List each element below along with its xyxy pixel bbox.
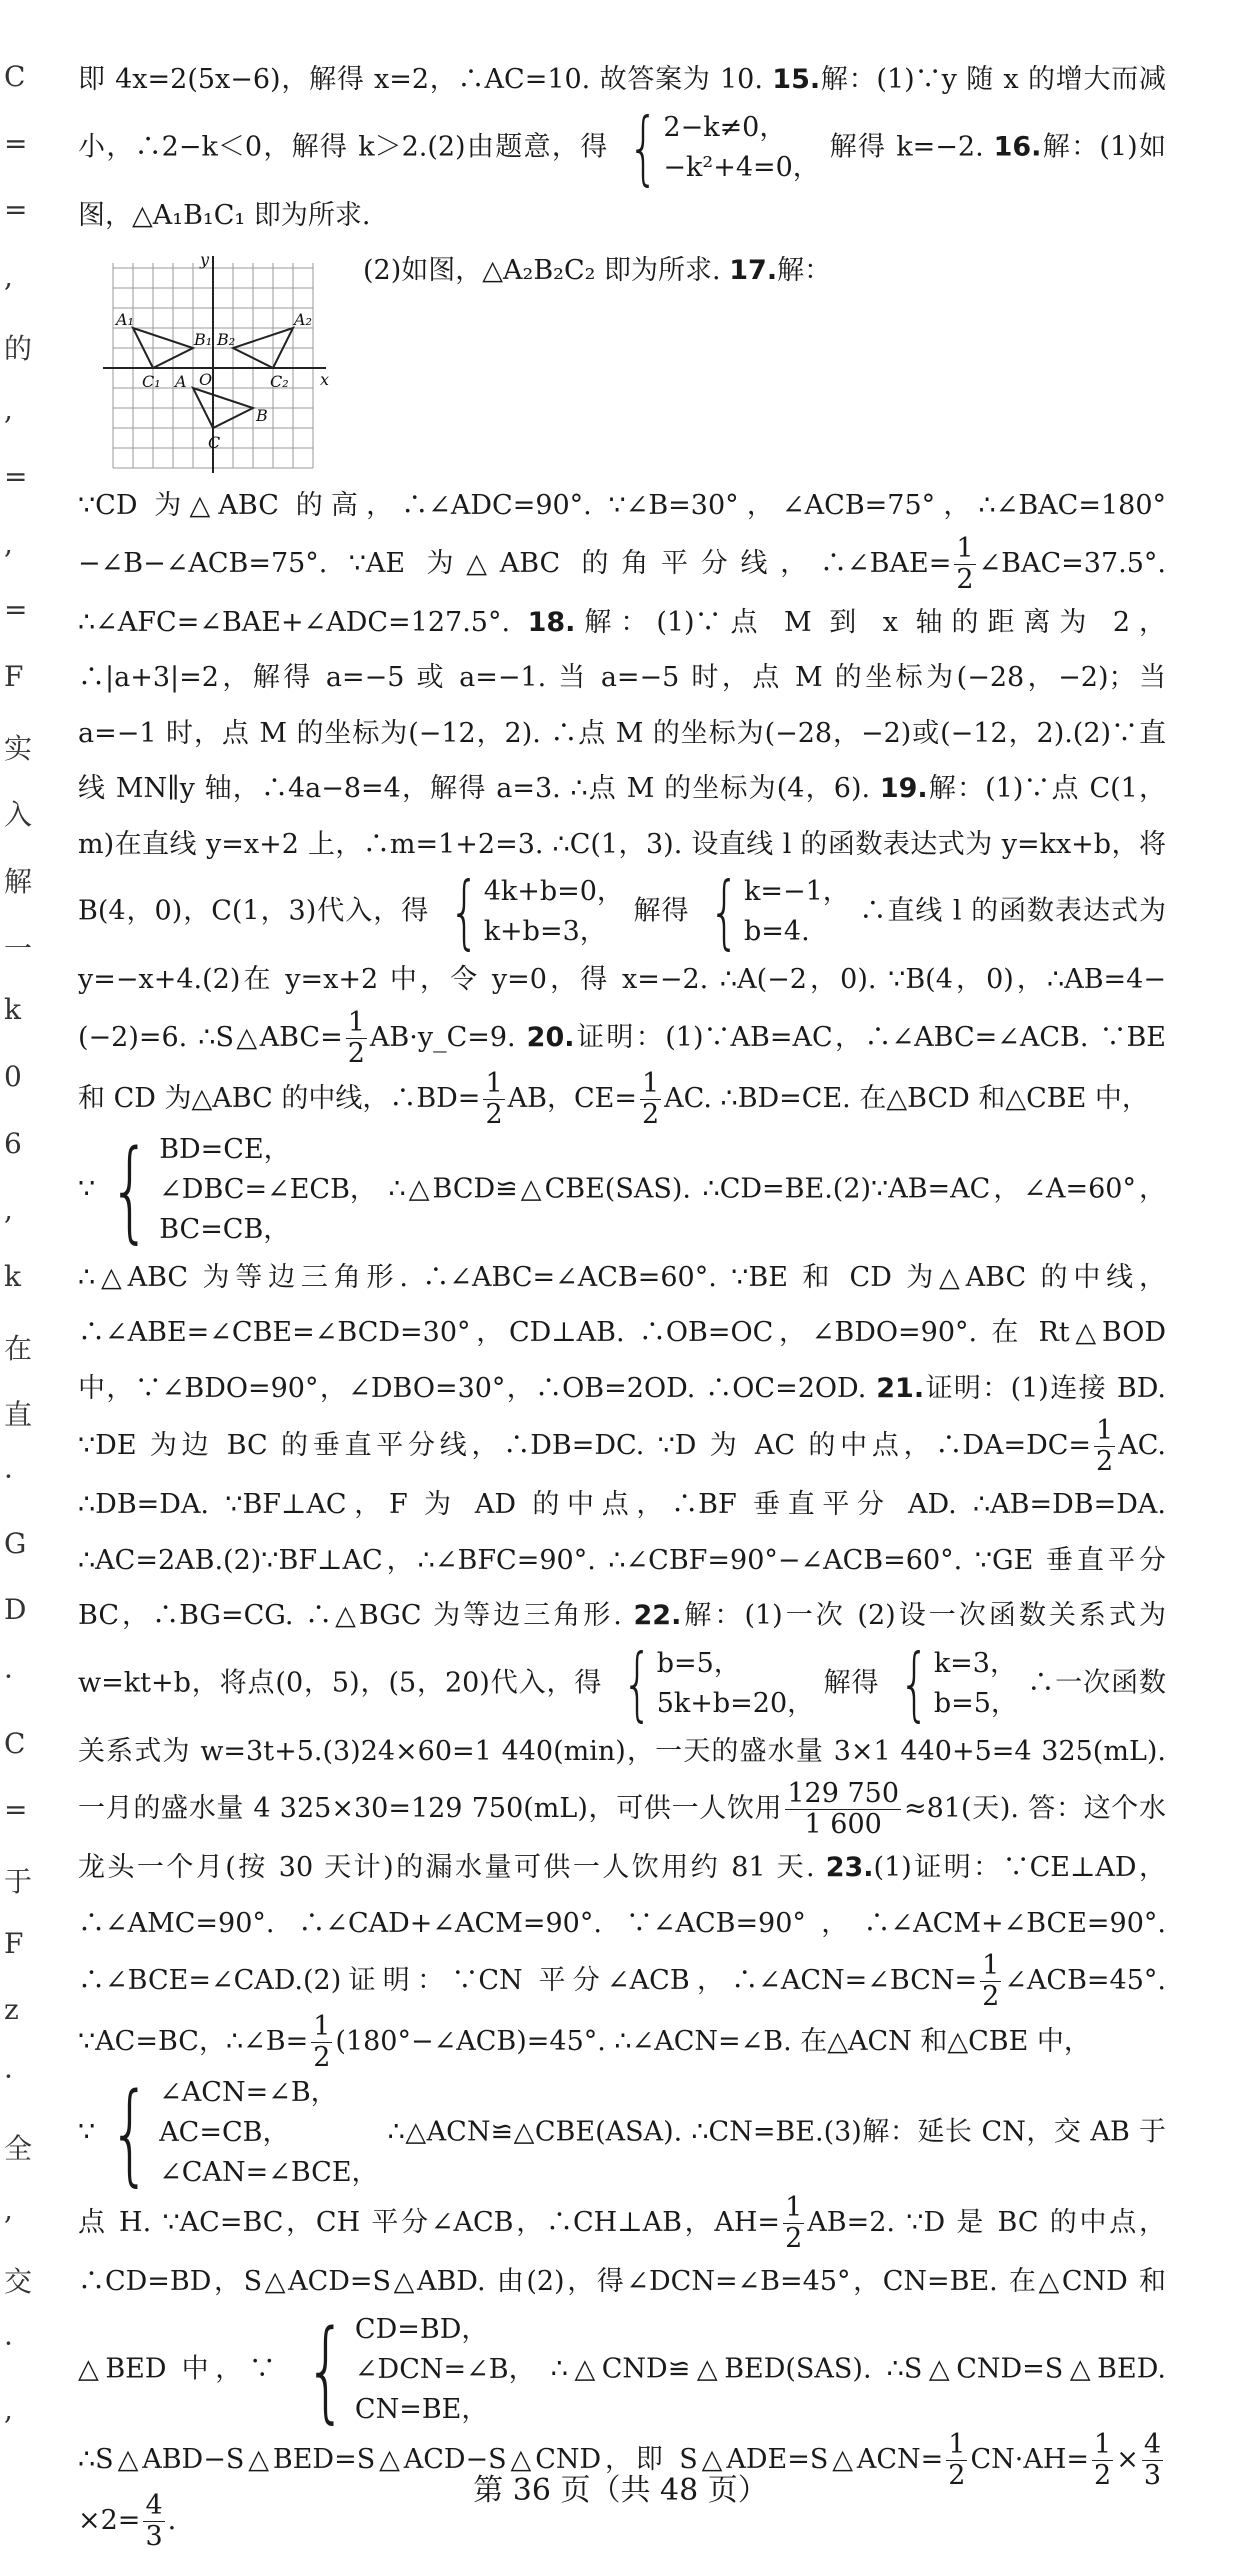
fraction: $\frac{1}{2}$ (313, 2011, 331, 2073)
margin-fragment: = (4, 193, 28, 227)
margin-fragment: 全 (4, 2131, 33, 2165)
equation-system: { CD=BD， ∠DCN=∠B， CN=BE， (304, 2305, 536, 2434)
point-label-b: B (256, 406, 268, 425)
margin-fragment: 的 (4, 331, 33, 365)
equation-system: { k=−1， b=4. (709, 865, 850, 958)
equation-system: { BD=CE， ∠DBC=∠ECB， BC=CB， (109, 1125, 377, 1254)
fraction: $\frac{4}{3}$ (145, 2489, 163, 2552)
question-number-18: 18. (527, 606, 576, 638)
question-number-16: 16. (993, 131, 1042, 162)
margin-fragment: · (4, 2060, 13, 2093)
left-margin-fragments (0, 0, 40, 2541)
point-label-b1: B₁ (194, 330, 213, 349)
question-number-15: 15. (772, 64, 821, 95)
fraction: $\frac{1}{2}$ (485, 1067, 503, 1130)
margin-fragment: 一 (4, 931, 33, 965)
margin-fragment: · (4, 1460, 13, 1493)
equation-system: { k=3， b=5， (899, 1636, 1018, 1730)
point-label-a2: A₂ (294, 310, 312, 329)
point-label-c2: C₂ (270, 372, 289, 391)
question-number-20: 20. (526, 1021, 575, 1053)
margin-fragment: k (4, 1260, 21, 1293)
origin-label: O (199, 370, 213, 389)
figure-row: y x O A₁ B₁ C₁ A B₂ A₂ C₂ B C (2)如图，△A₂B₂C₂ 即为所求. 17.解： (78, 243, 1166, 478)
question-number-17: 17. (729, 255, 778, 286)
margin-fragment: 实 (4, 731, 33, 765)
question-number-19: 19. (879, 773, 928, 804)
margin-fragment: C (4, 1726, 26, 1760)
margin-fragment: = (4, 460, 28, 493)
fraction: $\frac{129 750}{1 600}$ (787, 1778, 899, 1840)
margin-fragment: , (4, 526, 13, 560)
fraction: $\frac{1}{2}$ (785, 2192, 803, 2254)
point-label-a1: A₁ (116, 310, 134, 329)
answer-text (78, 52, 1166, 2552)
margin-fragment: 直 (4, 1398, 33, 1432)
margin-fragment: , (4, 2193, 13, 2227)
margin-fragment: C (4, 60, 26, 93)
margin-fragment: G (4, 1526, 27, 1560)
fraction: $\frac{4}{3}$ (1143, 2428, 1161, 2491)
margin-fragment: 0 (4, 1060, 22, 1093)
fraction: $\frac{1}{2}$ (948, 2428, 966, 2491)
margin-fragment: · (4, 2326, 13, 2360)
margin-fragment: = (4, 1793, 28, 1827)
margin-fragment: = (4, 126, 28, 160)
margin-fragment: 6 (4, 1126, 22, 1160)
coordinate-grid-figure (98, 253, 333, 478)
question-number-23: 23. (825, 1852, 874, 1883)
fraction: $\frac{1}{2}$ (956, 532, 974, 595)
fraction: $\frac{1}{2}$ (641, 1067, 660, 1130)
margin-fragment: · (4, 1660, 13, 1693)
margin-fragment: , (4, 393, 13, 427)
margin-fragment: z (4, 1993, 19, 2027)
margin-fragment: , (4, 2393, 13, 2427)
margin-fragment: k (4, 993, 21, 1027)
axis-label-y: y (200, 253, 210, 269)
equation-system: { 4k+b=0， k+b=3， (448, 865, 624, 958)
margin-fragment: F (4, 660, 24, 693)
margin-fragment: D (4, 1593, 27, 1627)
equation-system: { b=5， 5k+b=20， (621, 1636, 815, 1730)
margin-fragment: 入 (4, 798, 33, 832)
question-number-22: 22. (633, 1600, 682, 1631)
page-footer: 第 36 页（共 48 页） (473, 2473, 768, 2508)
fraction: $\frac{1}{2}$ (982, 1950, 1000, 2012)
point-label-a: A (175, 372, 187, 391)
question-number-21: 21. (876, 1372, 925, 1404)
axis-label-x: x (320, 370, 330, 389)
fraction: $\frac{1}{2}$ (1094, 2428, 1112, 2491)
margin-fragment: 在 (4, 1331, 33, 1365)
answer-para-1: 即 4x=2(5x−6)，解得 x=2，∴AC=10. 故答案为 10. 15.解：(1)∵y 随 x 的增大而减小，∴2−k＜0，解得 k＞2.(2)由题意，得 { 2−k≠0， −k²+4=0， 解得 k=−2. 16.解：(1)如图，△A₁B₁C₁ 即为所求. (78, 64, 1166, 231)
equation-system: { 2−k≠0， −k²+4=0， (628, 100, 820, 194)
equation-system: { ∠ACN=∠B， AC=CB， ∠CAN=∠BCE， (109, 2069, 379, 2197)
point-label-c: C (208, 433, 221, 452)
margin-fragment: , (4, 1193, 13, 1227)
point-label-b2: B₂ (217, 330, 236, 349)
fraction: $\frac{1}{2}$ (1096, 1415, 1114, 1477)
point-label-c1: C₁ (142, 372, 161, 391)
fraction: $\frac{1}{2}$ (347, 1006, 365, 1069)
margin-fragment: 解 (4, 865, 33, 898)
answer-para-2: ∵CD 为△ABC 的高，∴∠ADC=90°. ∵∠B=30°，∠ACB=75°，∴∠BAC=180°−∠B−∠ACB=75°. ∵AE 为△ABC 的角平分线，∴∠BAE= $\frac{1}{2}$ ∠BAC=37.5°. ∴∠AFC=∠BAE+∠ADC=127.5°. 18.解：(1)∵点 M 到 x 轴的距离为 2，∴|a+3|=2，解得 a=−5 或 a=−1. 当 a=−5 时，点 M 的坐标为(−28，−2)；当 a=−1 时，点 M 的坐标为(−12，2). ∴点 M 的坐标为(−28，−2)或(−12，2).(2)∵直线 MN∥y 轴，∴4a−8=4，解得 a=3. ∴点 M 的坐标为(4，6). 19.解：(1)∵点 C(1，m)在直线 y=x+2 上，∴m=1+2=3. ∴C(1，3). 设直线 l 的函数表达式为 y=kx+b，将 B(4，0)，C(1，3)代入，得 { 4k+b=0， k+b=3， 解得 { k=−1， b=4. ∴直线 l 的函数表达式为 y=−x+4.(2)在 y=x+2 中，令 y=0，得 x=−2. ∴A(−2，0). ∵B(4，0)，∴AB=4−(−2)=6. ∴S△ABC= $\frac{1}{2}$ AB·y_C=9. 20.证明：(1)∵AB=AC，∴∠ABC=∠ACB. ∵BE 和 CD 为△ABC 的中线，∴BD= $\frac{1}{2}$ AB，CE= $\frac{1}{2}$ AC. ∴BD=CE. 在△BCD 和△CBE 中， ∵ { BD=CE， ∠DBC=∠ECB， BC=CB， ∴△BCD≌△CBE(SAS). ∴CD=BE.(2)∵AB=AC，∠A=60°，∴△ABC 为等边三角形. ∴∠ABC=∠ACB=60°. ∵BE 和 CD 为△ABC 的中线，∴∠ABE=∠CBE=∠BCD=30°，CD⊥AB. ∴OB=OC，∠BDO=90°. 在 Rt△BOD 中，∵∠BDO=90°，∠DBO=30°，∴OB=2OD. ∴OC=2OD. 21.证明：(1)连接 BD. ∵DE 为边 BC 的垂直平分线，∴DB=DC. ∵D 为 AC 的中点，∴DA=DC= $\frac{1}{2}$ AC. ∴DB=DA. ∵BF⊥AC，F 为 AD 的中点，∴BF 垂直平分 AD. ∴AB=DB=DA. ∴AC=2AB.(2)∵BF⊥AC，∴∠BFC=90°. ∴∠CBF=90°−∠ACB=60°. ∵GE 垂直平分 BC，∴BG=CG. ∴△BGC 为等边三角形. 22.解：(1)一次 (2)设一次函数关系式为 w=kt+b，将点(0，5)，(5，20)代入，得 { b=5， 5k+b=20， 解得 { k=3， b=5， ∴一次函数关系式为 w=3t+5.(3)24×60=1 440(min)，一天的盛水量 3×1 440+5=4 325(mL). 一月的盛水量 4 325×30=129 750(mL)，可供一人饮用 $\frac{129 750}{1 600}$ ≈81(天). 答：这个水龙头一个月(按 30 天计)的漏水量可供一人饮用约 81 天. 23.(1)证明：∵CE⊥AD，∴∠AMC=90°. ∴∠CAD+∠ACM=90°. ∵∠ACB=90°，∴∠ACM+∠BCE=90°. ∴∠BCE=∠CAD.(2)证明：∵CN 平分∠ACB，∴∠ACN=∠BCN= $\frac{1}{2}$ ∠ACB=45°. ∵AC=BC，∴∠B= $\frac{1}{2}$ (180°−∠ACB)=45°. ∴∠ACN=∠B. 在△ACN 和△CBE 中， ∵ { ∠ACN=∠B， AC=CB， ∠CAN=∠BCE， ∴△ACN≌△CBE(ASA). ∴CN=BE.(3)解：延长 CN，交 AB 于点 H. ∵AC=BC，CH 平分∠ACB，∴CH⊥AB，AH= $\frac{1}{2}$ AB=2. ∵D 是 BC 的中点，∴CD=BD，S△ACD=S△ABD. 由(2)，得∠DCN=∠B=45°，CN=BE. 在△CND 和△BED 中，∵ { CD=BD， ∠DCN=∠B， CN=BE， ∴△CND≌△BED(SAS). ∴S△CND=S△BED. ∴S△ABD−S△BED=S△ACD−S△CND，即 S△ADE=S△ACN= $\frac{1}{2}$ CN·AH= $\frac{1}{2}$ × $\frac{4}{3}$ ×2= $\frac{4}{3}$ . (78, 490, 1167, 2552)
margin-fragment: 交 (4, 2265, 33, 2298)
margin-fragment: F (4, 1926, 24, 1960)
margin-fragment: 于 (4, 1865, 33, 1898)
margin-fragment: , (4, 260, 13, 293)
margin-fragment: = (4, 593, 28, 627)
